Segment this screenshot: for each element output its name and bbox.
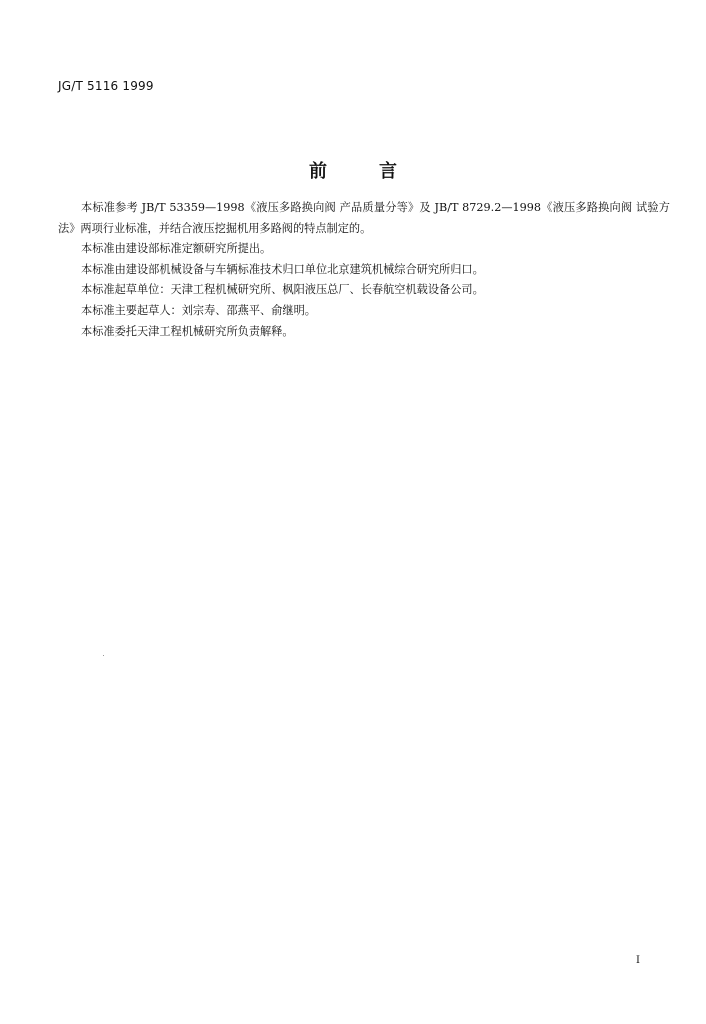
paragraph-interpretation: 本标准委托天津工程机械研究所负责解释。 [81, 324, 294, 338]
paragraph-main-drafters: 本标准主要起草人：刘宗寿、邵燕平、俞继明。 [81, 303, 316, 317]
paragraph-reference-standards: 本标准参考 JB/T 53359—1998《液压多路换向阀 产品质量分等》及 JB/T 8729.2—1998《液压多路换向阀 试验方法》两项行业标准，并结合液压挖掘机用多路阀的特点制定的。 [58, 201, 670, 235]
foreword-body [58, 198, 670, 342]
standard-code-header: JG/T 5116 1999 [58, 79, 154, 93]
paragraph-drafting-units: 本标准起草单位：天津工程机械研究所、枫阳液压总厂、长春航空机载设备公司。 [81, 283, 484, 297]
page-title: 前言 [309, 161, 449, 182]
page-number: I [636, 955, 640, 966]
paragraph-centralized-by: 本标准由建设部机械设备与车辆标准技术归口单位北京建筑机械综合研究所归口。 [81, 262, 484, 276]
scan-speck [103, 655, 104, 656]
paragraph-proposed-by: 本标准由建设部标准定额研究所提出。 [81, 242, 272, 256]
